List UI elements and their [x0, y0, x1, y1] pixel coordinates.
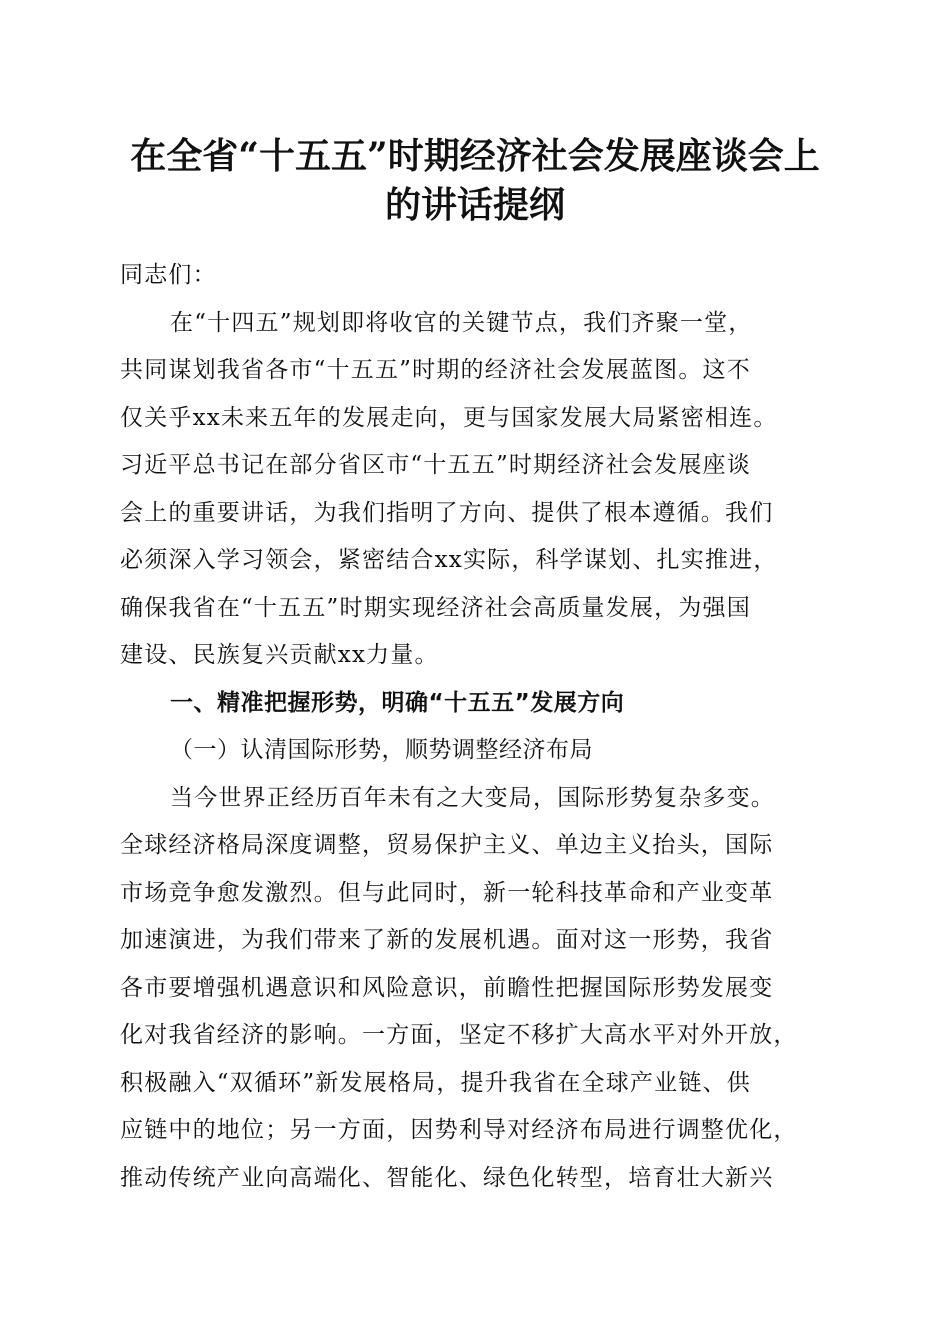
paragraph-line: 市场竞争愈发激烈。但与此同时，新一轮科技革命和产业变革 — [120, 879, 774, 906]
paragraph-line: 必须深入学习领会，紧密结合xx实际，科学谋划、扎实推进， — [120, 547, 778, 573]
paragraph-line: 建设、民族复兴贡献xx力量。 — [120, 642, 439, 668]
paragraph-line: 应链中的地位；另一方面，因势利导对经济布局进行调整优化， — [120, 1117, 798, 1143]
paragraph-line: 各市要增强机遇意识和风险意识，前瞻性把握国际形势发展变 — [120, 974, 774, 1001]
paragraph-line: 当今世界正经历百年未有之大变局，国际形势复杂多变。 — [170, 784, 775, 811]
section-heading-1: 一、精准把握形势，明确“十五五”发展方向 — [170, 689, 625, 716]
salutation: 同志们： — [120, 262, 217, 288]
paragraph-line: 习近平总书记在部分省区市“十五五”时期经济社会发展座谈 — [120, 452, 751, 478]
paragraph-line: 推动传统产业向高端化、智能化、绿色化转型，培育壮大新兴 — [120, 1164, 774, 1191]
subsection-heading-1: （一）认清国际形势，顺势调整经济布局 — [170, 737, 593, 763]
paragraph-line: 仅关乎xx未来五年的发展走向，更与国家发展大局紧密相连。 — [120, 404, 778, 431]
paragraph-line: 在“十四五”规划即将收官的关键节点，我们齐聚一堂， — [170, 309, 753, 336]
paragraph-line: 全球经济格局深度调整，贸易保护主义、单边主义抬头，国际 — [120, 832, 774, 858]
paragraph-line: 共同谋划我省各市“十五五”时期的经济社会发展蓝图。这不 — [120, 357, 751, 383]
paragraph-line: 积极融入“双循环”新发展格局，提升我省在全球产业链、供 — [120, 1069, 751, 1096]
document-body — [120, 252, 832, 1202]
paragraph-line: 加速演进，为我们带来了新的发展机遇。面对这一形势，我省 — [120, 927, 774, 953]
title-line-1: 在全省“十五五”时期经济社会发展座谈会上 — [130, 135, 820, 177]
paragraph-line: 会上的重要讲话，为我们指明了方向、提供了根本遵循。我们 — [120, 499, 774, 526]
title-line-2: 的讲话提纲 — [384, 184, 565, 226]
paragraph-line: 确保我省在“十五五”时期实现经济社会高质量发展，为强国 — [120, 594, 751, 621]
paragraph-line: 化对我省经济的影响。一方面，坚定不移扩大高水平对外开放， — [120, 1022, 798, 1048]
document-title — [110, 132, 840, 230]
